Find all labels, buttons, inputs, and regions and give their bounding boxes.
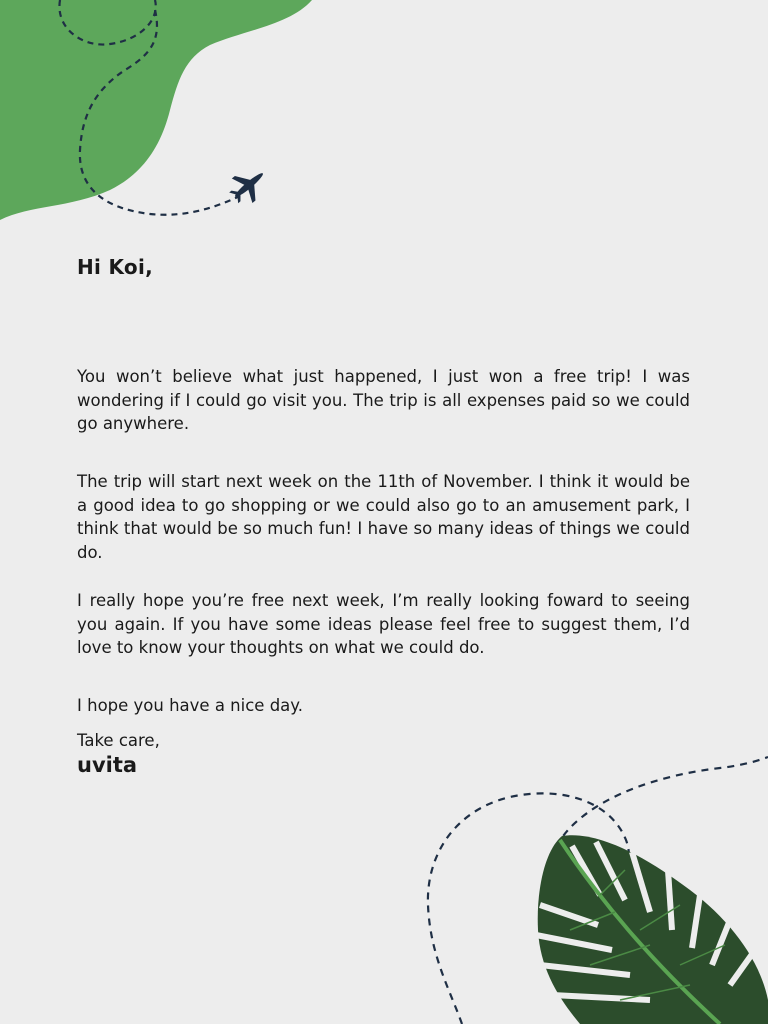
- letter-paragraph-3: I really hope you’re free next week, I’m really looking foward to seeing you again. If you have some ideas please feel free to suggest them, I’d love to know your thoughts on what we could do.: [77, 591, 690, 658]
- sign-off: Take care,: [77, 731, 160, 750]
- dashed-path-bottom: [428, 757, 768, 1024]
- signature: uvita: [77, 753, 138, 777]
- letter-paragraph-2: The trip will start next week on the 11th of November. I think it would be a good idea to go shopping or we could also go to an amusement park, I think that would be so much fun! I have so many ideas of things we could do.: [77, 472, 690, 563]
- airplane-icon: [223, 161, 273, 210]
- dashed-flight-path: [80, 10, 240, 215]
- letter-paragraph-1: You won’t believe what just happened, I just won a free trip! I was wondering if I could go visit you. The trip is all expenses paid so we could go anywhere.: [77, 367, 690, 434]
- dashed-loop-top: [59, 0, 155, 45]
- green-blob: [0, 0, 312, 220]
- closing-line: I hope you have a nice day.: [77, 696, 303, 715]
- greeting: Hi Koi,: [77, 255, 153, 279]
- monstera-leaf-icon: [536, 835, 768, 1024]
